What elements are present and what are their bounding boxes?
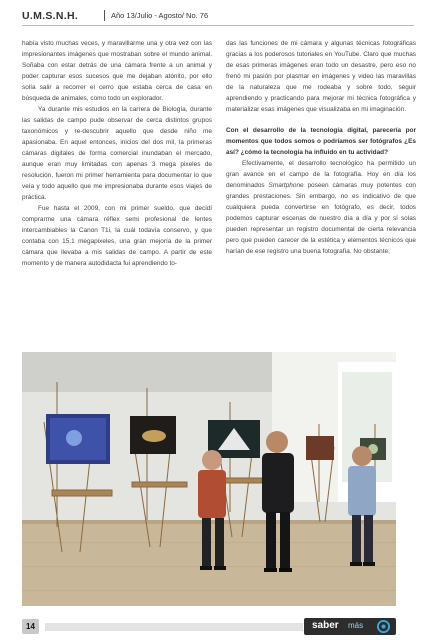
- paragraph-text: Efectivamente, el desarrollo tecnológico ha permitido un gran avance en el campo de la fotografía. Hoy en día los denominados: [226, 160, 416, 189]
- right-text-column: [226, 38, 416, 257]
- exhibition-photo-illustration: [22, 352, 396, 606]
- masthead-brand: U.M.S.N.H.: [22, 10, 79, 22]
- logo-mark-icon: [376, 619, 391, 634]
- paragraph: [226, 158, 416, 257]
- issue-info: Año 13/Julio - Agosto/ No. 76: [111, 11, 209, 20]
- left-text-column: [22, 38, 212, 269]
- paragraph: Ya durante mis estudios en la carrera de Biología, durante las salidas de campo pude observar de cerca distintos grupos taxonómicos y re-descubrir aquello que desde niño me apasionaba. En aquel entonces, inicios del dos mil, la primeras cámaras digitales de forma comercial inundaban el mercado, aunque eran muy limitadas con apenas 3 mega pixeles de resolución, fueron mi primer herramienta para documentar lo que veía y todo aquello que me impresionaba durante esos viajes de práctica.: [22, 106, 212, 201]
- sabermas-logo: [304, 618, 396, 635]
- interview-question: Con el desarrollo de la tecnología digital, parecería por momentos que todos somos o podríamos ser fotógrafos ¿Es así? ¿cómo la tecnología ha influido en tu actividad?: [226, 127, 416, 156]
- paragraph: había visto muchas veces, y maravillarme una y otra vez con las impresionantes imágenes que mostraban sobre el mundo animal. Soñaba con estar detrás de una cámara frente a un animal y poder capturar esos sucesos que me dejaban atónito, por ello solía salir a recorrer el cerro que estaba cerca de casa en búsqueda de animales, como todo un explorador.: [22, 40, 212, 102]
- paragraph: Fue hasta el 2009, con mi primer sueldo, que decidí comprarme una cámara réflex semi profesional de lentes intercambiables la Canon T1i, la cuál todavía conservo, y que contaba con 15.1 megapixeles, una gran mejoría de la primer cámara que llevaba a mis salidas de campo. A partir de este momento y de manera autodidacta fui aprendiendo to-: [22, 205, 212, 267]
- footer-bar: [45, 623, 303, 631]
- page-footer: [0, 612, 436, 640]
- page-header: [22, 8, 414, 24]
- exhibition-photo: [22, 352, 396, 606]
- paragraph-emphasis: Smartphone: [268, 182, 304, 189]
- page-number: 14: [22, 619, 39, 634]
- paragraph: das las funciones de mi cámara y algunas técnicas fotográficas gracias a los poderosos tutoriales en YouTube. Claro que muchas de esas primeras imágenes eran todo un desastre, pero eso no frenó mi pasión por plasmar en imágenes y video las maravillas de la naturaleza que me rodeaba y sobre todo, seguir aprendiendo y practicando para mejorar mi técnica fotográfica y materializar esas imágenes que visualizaba en mi imaginación.: [226, 40, 416, 113]
- header-rule: [22, 25, 414, 26]
- logo-text-mas: más: [348, 621, 364, 630]
- logo-text-saber: saber: [312, 620, 339, 631]
- paragraph-text: poseen cámaras muy potentes con grandes prestaciones. Sin embargo, no es indicativo de que cualquiera pueda convertirse en fotógrafo, es decir, todos podemos capturar escenas de nuestro día a día y por sí solas pueden representar un registro documental de cierta relevancia pero que pueden carecer de la estética y elementos técnicos que harían de ese registro una buena fotografía. No obstante,: [226, 182, 416, 255]
- header-divider: [104, 10, 105, 21]
